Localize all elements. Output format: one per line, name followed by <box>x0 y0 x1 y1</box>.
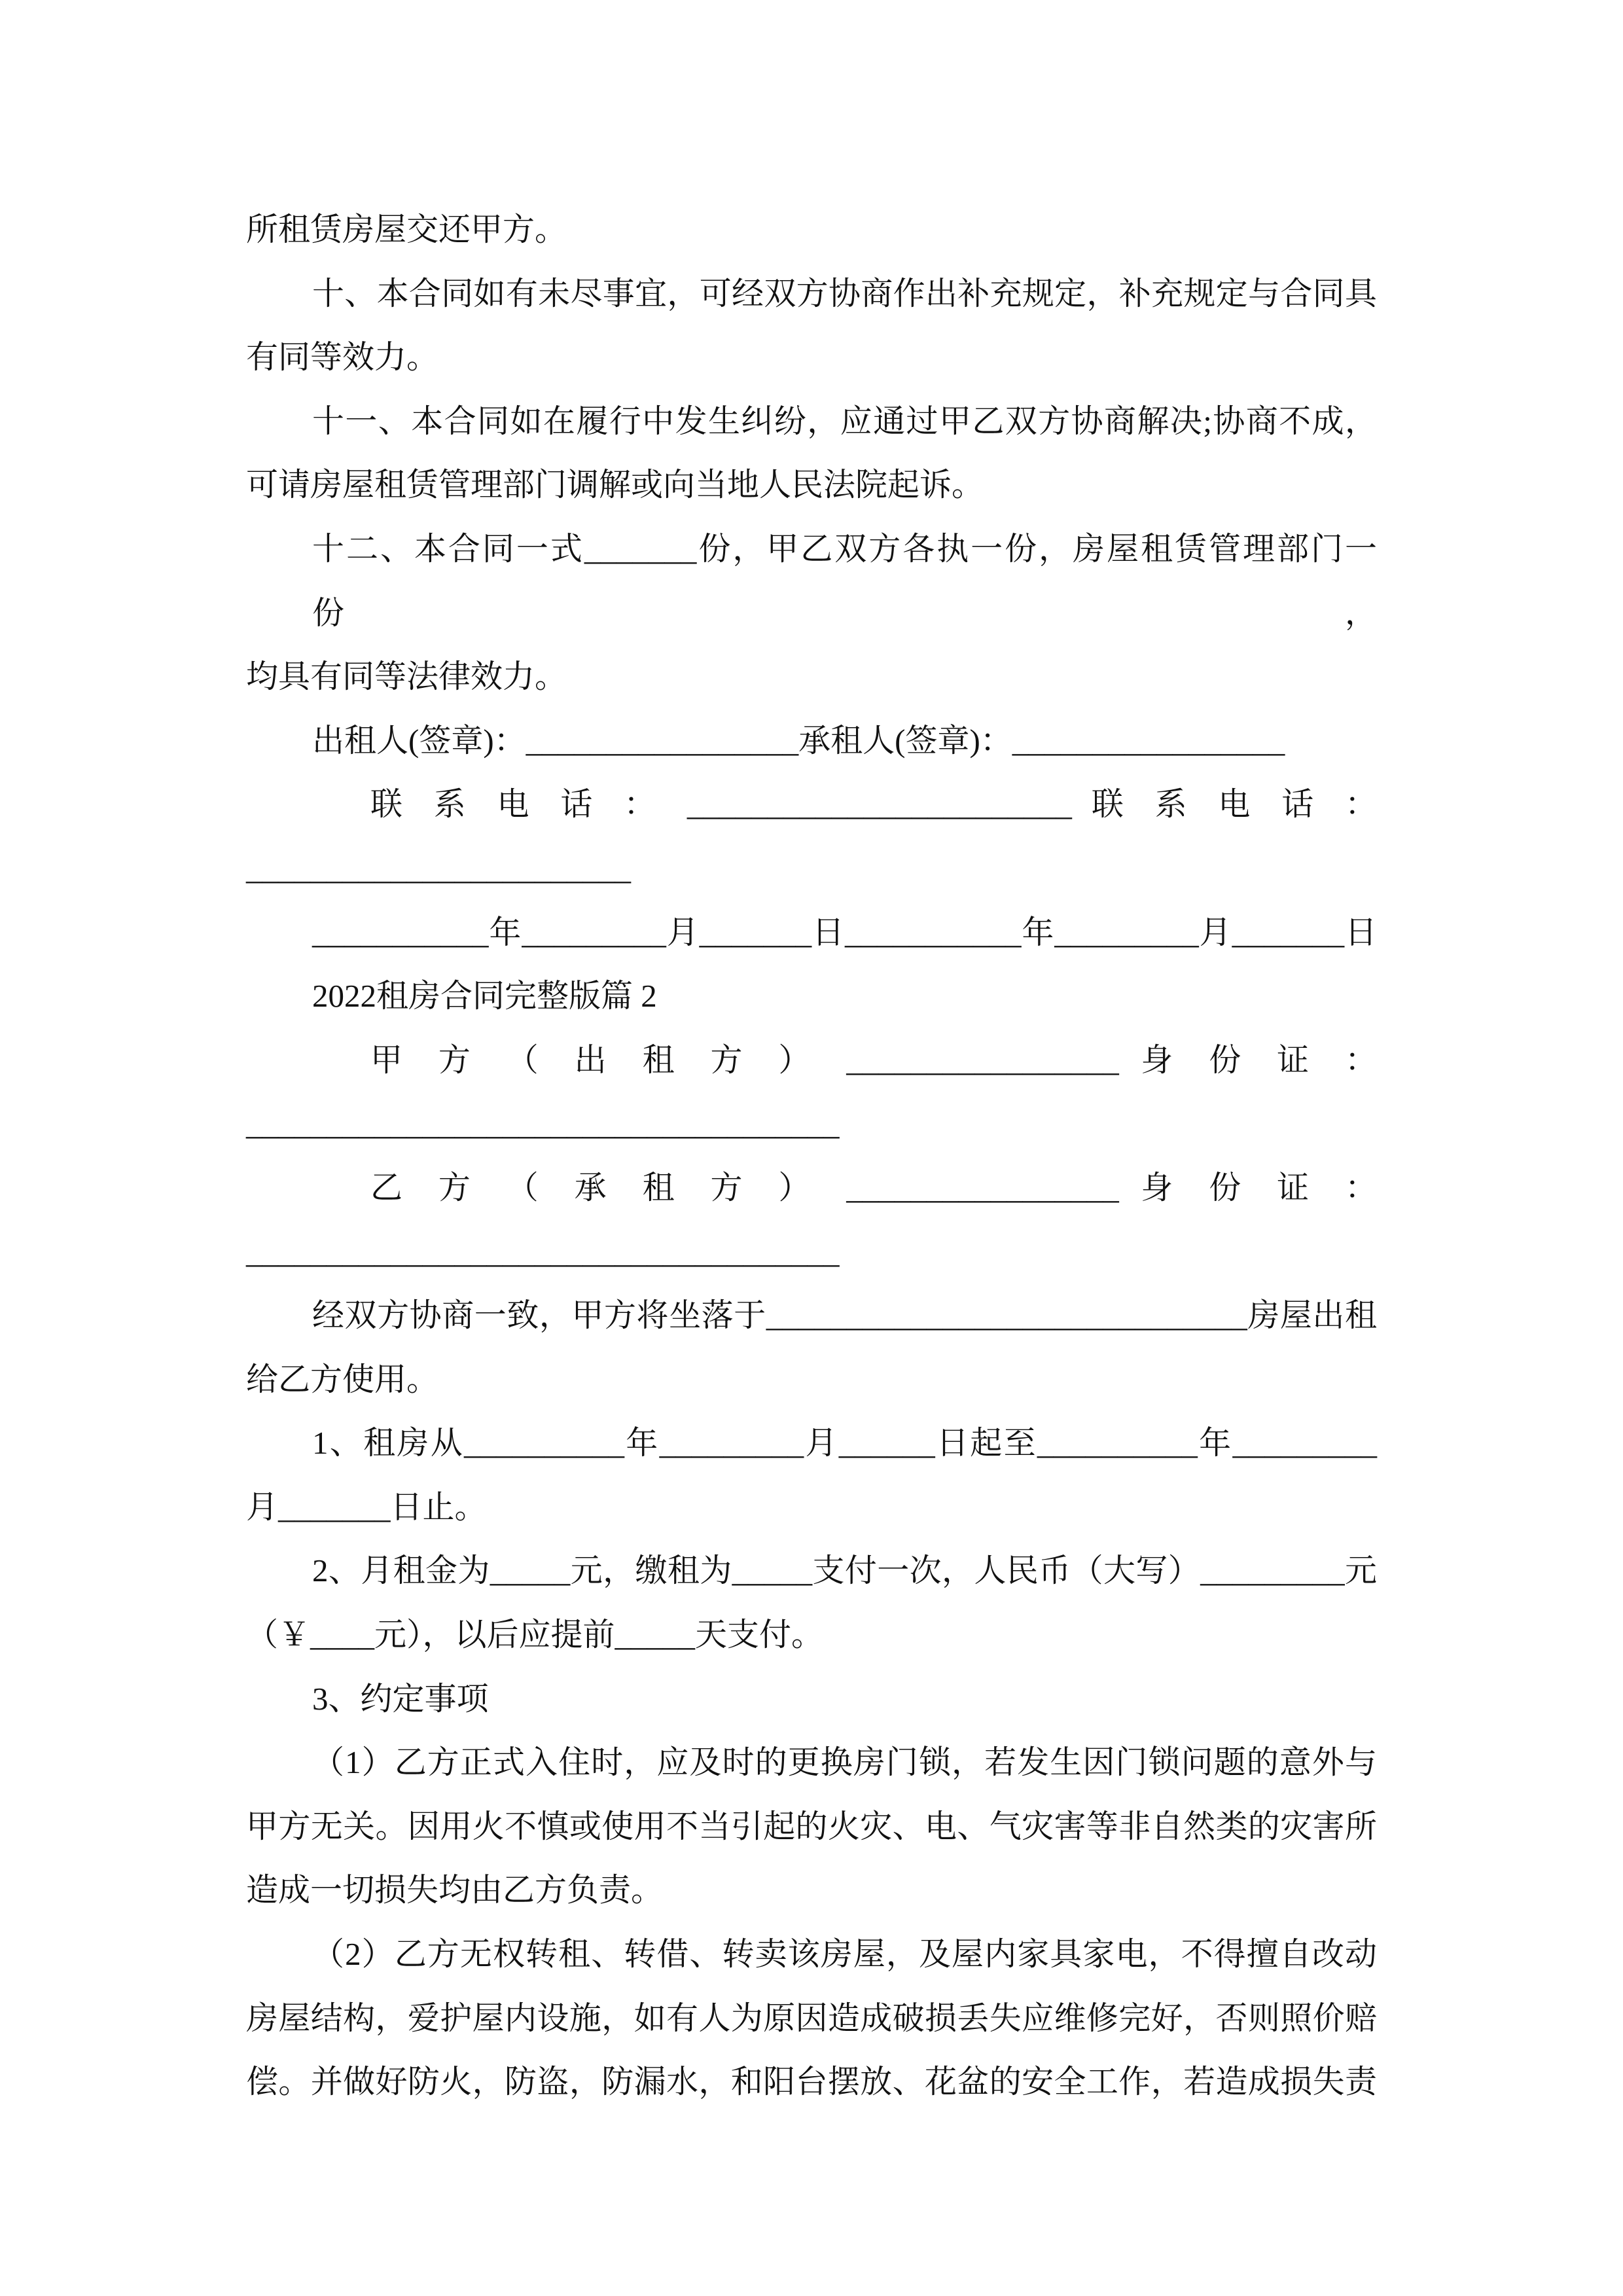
party-b-line: 乙 方 （ 承 租 方 ） _________________ 身 份 证 ： <box>370 1169 1377 1206</box>
paragraph-line: （￥____元），以后应提前_____天支付。 <box>246 1617 824 1653</box>
rent-line: 2、月租金为_____元，缴租为_____支付一次，人民币（大写）_________元 <box>312 1552 1377 1589</box>
section-title: 2022租房合同完整版篇 2 <box>312 978 657 1014</box>
terms-heading: 3、约定事项 <box>312 1680 489 1717</box>
clause-12-line: 十二、本合同一式_______份，甲乙双方各执一份，房屋租赁管理部门一份， <box>312 530 1377 631</box>
paragraph-line: 月_______日止。 <box>246 1488 487 1525</box>
document-page <box>246 198 1377 2114</box>
paragraph-line: 有同等效力。 <box>246 339 439 376</box>
paragraph-line: 甲方无关。因用火不慎或使用不当引起的火灾、电、气灾害等非自然类的灾害所 <box>246 1808 1377 1844</box>
signature-line: 出租人(签章)：_________________承租人(签章)：_________________ <box>312 722 1285 759</box>
paragraph-line: 给乙方使用。 <box>246 1361 439 1397</box>
phone-line: 联 系 电 话 ： ________________________ 联 系 电 话 ： <box>370 786 1377 823</box>
party-b-id-blank: _____________________________________ <box>246 1233 840 1270</box>
term-1-line: （1）乙方正式入住时，应及时的更换房门锁，若发生因门锁问题的意外与 <box>312 1744 1377 1781</box>
clause-11-line: 十一、本合同如在履行中发生纠纷，应通过甲乙双方协商解决;协商不成， <box>312 403 1377 439</box>
lease-term-line: 1、租房从__________年_________月______日起至__________年_________ <box>312 1425 1377 1462</box>
paragraph-line: 均具有同等法律效力。 <box>246 658 567 695</box>
party-a-line: 甲 方 （ 出 租 方 ） _________________ 身 份 证 ： <box>370 1041 1377 1078</box>
paragraph-line: 造成一切损失均由乙方负责。 <box>246 1872 664 1909</box>
date-line: ___________年_________月_______日___________年_________月_______日 <box>312 914 1378 950</box>
party-a-id-blank: _____________________________________ <box>246 1105 840 1142</box>
term-2-line: （2）乙方无权转租、转借、转卖该房屋，及屋内家具家电，不得擅自改动 <box>312 1936 1377 1973</box>
property-location-line: 经双方协商一致，甲方将坐落于______________________________房屋出租 <box>312 1297 1377 1334</box>
paragraph-line: 所租赁房屋交还甲方。 <box>246 211 567 247</box>
paragraph-line: 房屋结构，爱护屋内设施，如有人为原因造成破损丢失应维修完好，否则照价赔 <box>246 2000 1377 2036</box>
phone-blank-line: ________________________ <box>246 850 631 886</box>
paragraph-line: 可请房屋租赁管理部门调解或向当地人民法院起诉。 <box>246 467 984 503</box>
clause-10-line: 十、本合同如有未尽事宜，可经双方协商作出补充规定，补充规定与合同具 <box>312 275 1377 312</box>
paragraph-line: 偿。并做好防火，防盗，防漏水，和阳台摆放、花盆的安全工作，若造成损失责 <box>246 2064 1377 2100</box>
